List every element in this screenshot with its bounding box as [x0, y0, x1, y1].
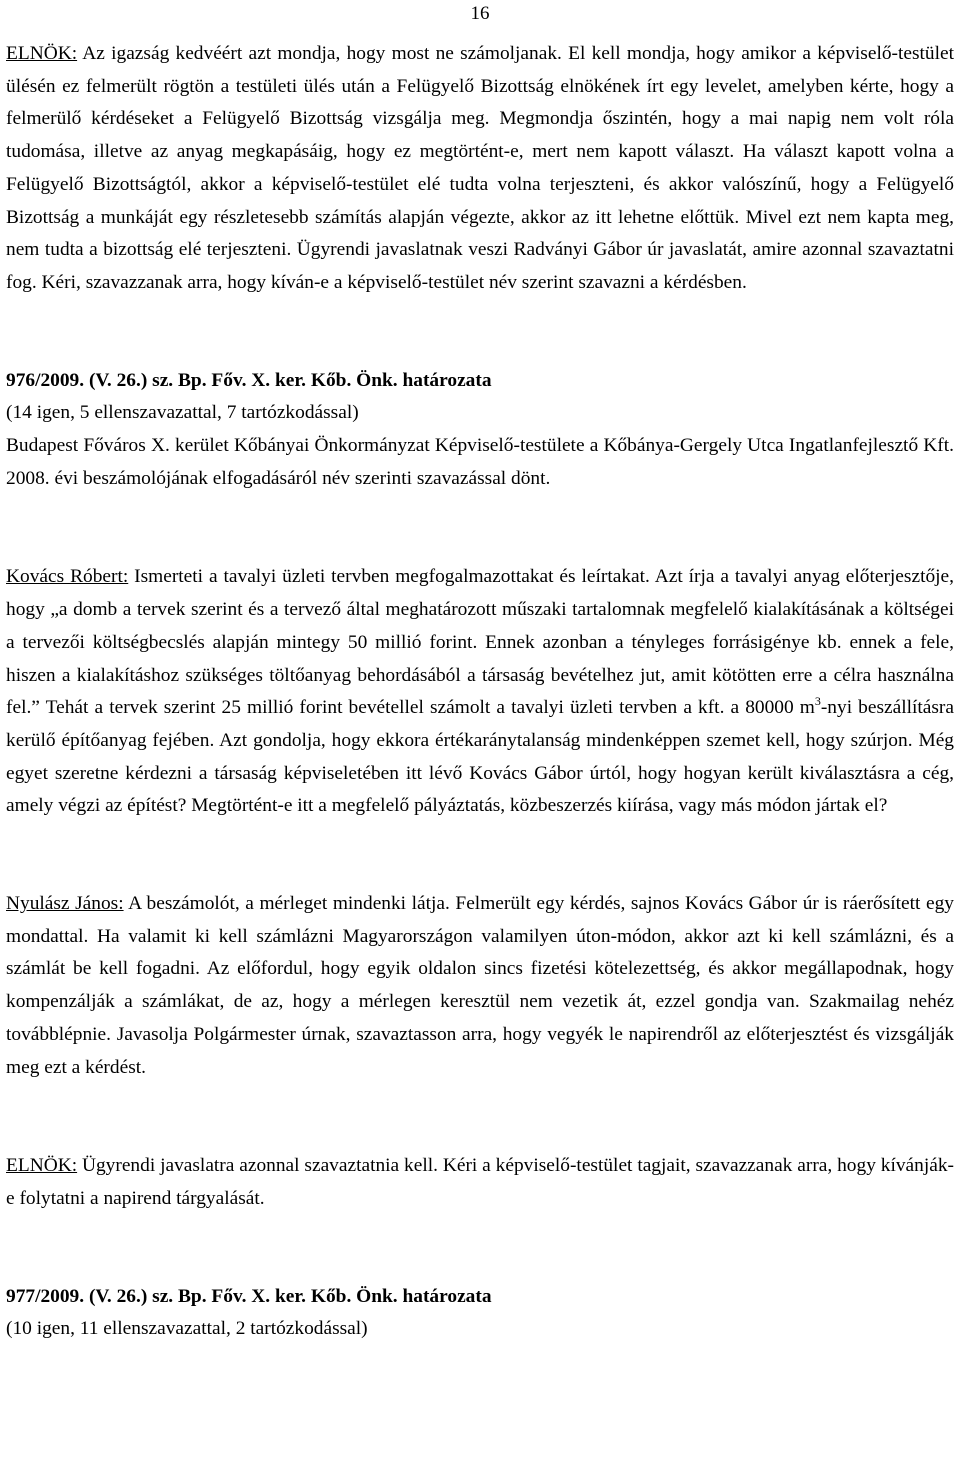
paragraph-elnok-2 [6, 1150, 954, 1215]
resolution-votes: (14 igen, 5 ellenszavazattal, 7 tartózkodással) [6, 402, 359, 424]
paragraph-text: Az igazság kedvéért azt mondja, hogy most ne számoljanak. El kell mondja, hogy amikor a képviselő-testület ülésén ez felmerült rögtön a testületi ülés után a Felügyelő Bizottság elnökének írt egy levelet, amelyben kérte, hogy a felmerülő kérdéseket a Felügyelő Bizottság vizsgálja meg. Megmondja őszintén, hogy a mai napig nem volt róla tudomása, illetve az anyag megkapásáig, hogy ez megtörtént-e, mert nem kapott választ. Ha választ kapott volna a Felügyelő Bizottságtól, akkor a képviselő-testület elé tudta volna terjeszteni, és akkor valószínű, hogy a Felügyelő Bizottság a munkáját egy részletesebb számítás alapján végezte, akkor az itt lehetne előttük. Mivel ezt nem kapta meg, nem tudta a bizottság elé terjeszteni. Ügyrendi javaslatnak veszi Radványi Gábor úr javaslatát, amire azonnal szavaztatni fog. Kéri, szavazzanak arra, hogy kíván-e a képviselő-testület név szerint szavazni a kérdésben. [6, 43, 954, 293]
paragraph-text-part-a: Ismerteti a tavalyi üzleti tervben megfogalmazottakat és leírtakat. Azt írja a tavalyi anyag előterjesztője, hogy „a domb a tervek szerint és a tervező által meghatározott műszaki tartalomnak megfelelő kialakításának a költségei a tervezői költségbecslés alapján mintegy 50 millió forint. Ennek azonban a tényleges forrásigénye kb. ennek a fele, hiszen a kialakításhoz szükséges töltőanyag behordásából a társaság bevételhez jut, amit kötötten erre a célra használna fel.” Tehát a tervek szerint 25 millió forint bevétellel számolt a tavalyi üzleti tervben a kft. a 80000 m [6, 566, 954, 719]
resolution-977 [6, 1281, 954, 1346]
resolution-votes: (10 igen, 11 ellenszavazattal, 2 tartózkodással) [6, 1318, 368, 1340]
resolution-title: 976/2009. (V. 26.) sz. Bp. Főv. X. ker. Kőb. Önk. határozata [6, 369, 492, 391]
resolution-976 [6, 365, 954, 496]
paragraph-kovacs-robert [6, 561, 954, 823]
paragraph-text-part-b: -nyi beszállításra kerülő építőanyag fejében. Azt gondolja, hogy ekkora értékaránytalanság mindenképpen szemet kell, hogy szúrjon. Még egyet szeretne kérdezni a társaság képviseletében itt lévő Kovács Gábor úrtól, hogy hogyan került kiválasztásra a cég, amely végzi az építést? Megtörtént-e itt a megfelelő pályáztatás, közbeszerzés kiírása, vagy más módon jártak el? [6, 697, 954, 817]
speaker-label: Kovács Róbert: [6, 566, 129, 588]
paragraph-nyulasz-janos [6, 888, 954, 1084]
page-number: 16 [470, 3, 490, 24]
resolution-title: 977/2009. (V. 26.) sz. Bp. Főv. X. ker. Kőb. Önk. határozata [6, 1285, 492, 1307]
speaker-label: ELNÖK: [6, 43, 78, 64]
paragraph-text: A beszámolót, a mérleget mindenki látja. Felmerült egy kérdés, sajnos Kovács Gábor úr is ráerősített egy mondattal. Ha valamit ki kell számlázni Magyarországon valamilyen úton-módon, akkor azt ki kell számlázni, és a számlát be kell fogadni. Az előfordul, hogy egyik oldalon sincs fizetési kötelezettség, és akkor megállapodnak, hogy kompenzálják a számlákat, de az, hogy a mérlegen keresztül nem vezetik át, ezzel gondja van. Szakmailag nehéz továbblépnie. Javasolja Polgármester úrnak, szavaztasson arra, hogy vegyék le napirendről az előterjesztést és vizsgálják meg ezt a kérdést. [6, 893, 954, 1078]
superscript-cubic: 3 [814, 694, 821, 709]
document-body [6, 38, 954, 1346]
paragraph-text: Ügyrendi javaslatra azonnal szavaztatnia kell. Kéri a képviselő-testület tagjait, szavazzanak arra, hogy kívánják-e folytatni a napirend tárgyalását. [6, 1155, 954, 1209]
resolution-text: Budapest Főváros X. kerület Kőbányai Önkormányzat Képviselő-testülete a Kőbánya-Gergely Utca Ingatlanfejlesztő Kft. 2008. évi beszámolójának elfogadásáról név szerinti szavazással dönt. [6, 435, 954, 489]
speaker-label: Nyulász János: [6, 893, 124, 915]
speaker-label: ELNÖK: [6, 1155, 78, 1177]
paragraph-elnok-1 [6, 38, 954, 300]
